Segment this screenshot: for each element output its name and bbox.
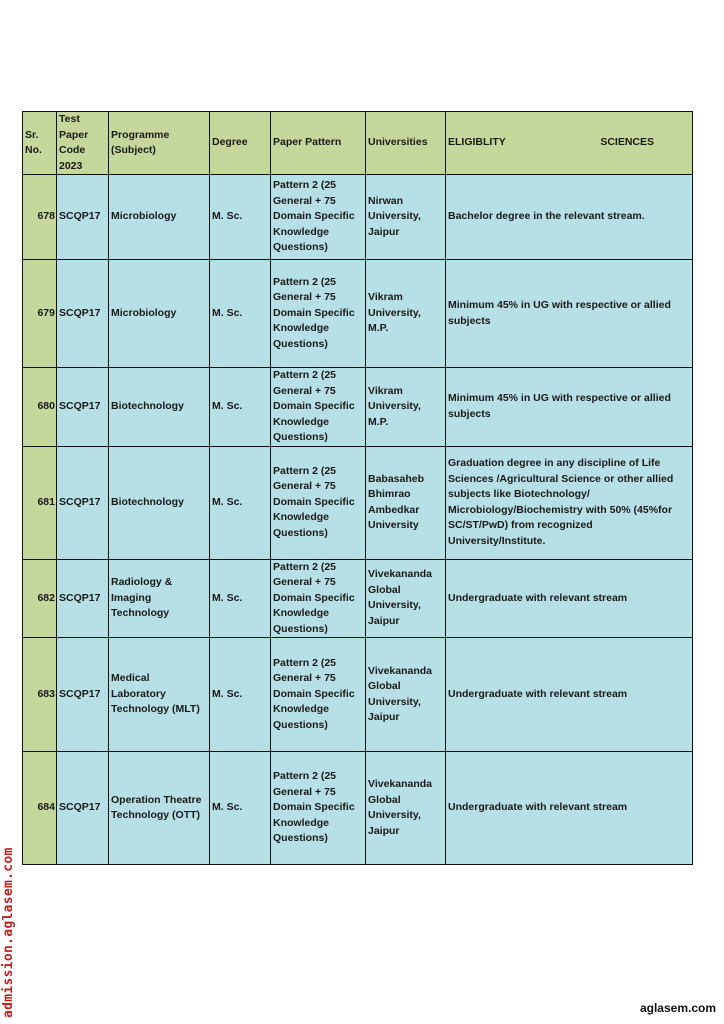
university-cell: Vikram University, M.P. bbox=[366, 368, 446, 447]
programme-cell: Radiology & Imaging Technology bbox=[109, 559, 210, 638]
header-programme: Programme (Subject) bbox=[109, 112, 210, 175]
pattern-cell: Pattern 2 (25 General + 75 Domain Specific Knowledge Questions) bbox=[271, 559, 366, 638]
programme-cell: Operation Theatre Technology (OTT) bbox=[109, 752, 210, 865]
university-cell: Babasaheb Bhimrao Ambedkar University bbox=[366, 446, 446, 559]
degree-cell: M. Sc. bbox=[210, 260, 271, 368]
header-paper-pattern: Paper Pattern bbox=[271, 112, 366, 175]
degree-cell: M. Sc. bbox=[210, 559, 271, 638]
table-row bbox=[23, 446, 693, 559]
eligibility-cell: Undergraduate with relevant stream bbox=[446, 638, 693, 752]
code-cell: SCQP17 bbox=[57, 175, 109, 260]
programme-cell: Biotechnology bbox=[109, 368, 210, 447]
eligibility-cell: Undergraduate with relevant stream bbox=[446, 752, 693, 865]
pattern-cell: Pattern 2 (25 General + 75 Domain Specific Knowledge Questions) bbox=[271, 368, 366, 447]
programme-cell: Microbiology bbox=[109, 175, 210, 260]
degree-cell: M. Sc. bbox=[210, 175, 271, 260]
eligibility-cell: Graduation degree in any discipline of Life Sciences /Agricultural Science or other allied subjects like Biotechnology/ Microbiology/Biochemistry with 50% (45%for SC/ST/PwD) from recognized University/Institute. bbox=[446, 446, 693, 559]
degree-cell: M. Sc. bbox=[210, 752, 271, 865]
header-test-paper-code: Test Paper Code 2023 bbox=[57, 112, 109, 175]
degree-cell: M. Sc. bbox=[210, 638, 271, 752]
pattern-cell: Pattern 2 (25 General + 75 Domain Specific Knowledge Questions) bbox=[271, 752, 366, 865]
sr-no-cell: 681 bbox=[23, 446, 57, 559]
eligibility-cell: Undergraduate with relevant stream bbox=[446, 559, 693, 638]
code-cell: SCQP17 bbox=[57, 446, 109, 559]
sr-no-cell: 684 bbox=[23, 752, 57, 865]
degree-cell: M. Sc. bbox=[210, 368, 271, 447]
sr-no-cell: 679 bbox=[23, 260, 57, 368]
header-eligibility: ELIGIBLITY bbox=[448, 136, 506, 149]
header-row bbox=[23, 112, 693, 175]
programme-cell: Microbiology bbox=[109, 260, 210, 368]
header-universities: Universities bbox=[366, 112, 446, 175]
table-row bbox=[23, 559, 693, 638]
header-sr-no: Sr. No. bbox=[23, 112, 57, 175]
eligibility-cell: Bachelor degree in the relevant stream. bbox=[446, 175, 693, 260]
courses-table bbox=[22, 111, 693, 865]
table-row bbox=[23, 638, 693, 752]
code-cell: SCQP17 bbox=[57, 752, 109, 865]
university-cell: Vikram University, M.P. bbox=[366, 260, 446, 368]
pattern-cell: Pattern 2 (25 General + 75 Domain Specific Knowledge Questions) bbox=[271, 638, 366, 752]
header-stream: SCIENCES bbox=[600, 136, 654, 149]
table-row bbox=[23, 752, 693, 865]
code-cell: SCQP17 bbox=[57, 260, 109, 368]
sr-no-cell: 682 bbox=[23, 559, 57, 638]
university-cell: Vivekananda Global University, Jaipur bbox=[366, 559, 446, 638]
university-cell: Vivekananda Global University, Jaipur bbox=[366, 638, 446, 752]
header-eligibility-cell bbox=[446, 112, 693, 175]
sr-no-cell: 683 bbox=[23, 638, 57, 752]
table-row bbox=[23, 368, 693, 447]
university-cell: Vivekananda Global University, Jaipur bbox=[366, 752, 446, 865]
code-cell: SCQP17 bbox=[57, 368, 109, 447]
pattern-cell: Pattern 2 (25 General + 75 Domain Specific Knowledge Questions) bbox=[271, 260, 366, 368]
code-cell: SCQP17 bbox=[57, 638, 109, 752]
sr-no-cell: 680 bbox=[23, 368, 57, 447]
table-row bbox=[23, 260, 693, 368]
eligibility-cell: Minimum 45% in UG with respective or allied subjects bbox=[446, 368, 693, 447]
university-cell: Nirwan University, Jaipur bbox=[366, 175, 446, 260]
sr-no-cell: 678 bbox=[23, 175, 57, 260]
programme-cell: Medical Laboratory Technology (MLT) bbox=[109, 638, 210, 752]
code-cell: SCQP17 bbox=[57, 559, 109, 638]
programme-cell: Biotechnology bbox=[109, 446, 210, 559]
pattern-cell: Pattern 2 (25 General + 75 Domain Specific Knowledge Questions) bbox=[271, 175, 366, 260]
watermark-text: admission.aglasem.com bbox=[1, 847, 16, 1018]
table-row bbox=[23, 175, 693, 260]
pattern-cell: Pattern 2 (25 General + 75 Domain Specific Knowledge Questions) bbox=[271, 446, 366, 559]
degree-cell: M. Sc. bbox=[210, 446, 271, 559]
eligibility-cell: Minimum 45% in UG with respective or allied subjects bbox=[446, 260, 693, 368]
footer-site-name: aglasem.com bbox=[639, 1001, 716, 1015]
header-degree: Degree bbox=[210, 112, 271, 175]
